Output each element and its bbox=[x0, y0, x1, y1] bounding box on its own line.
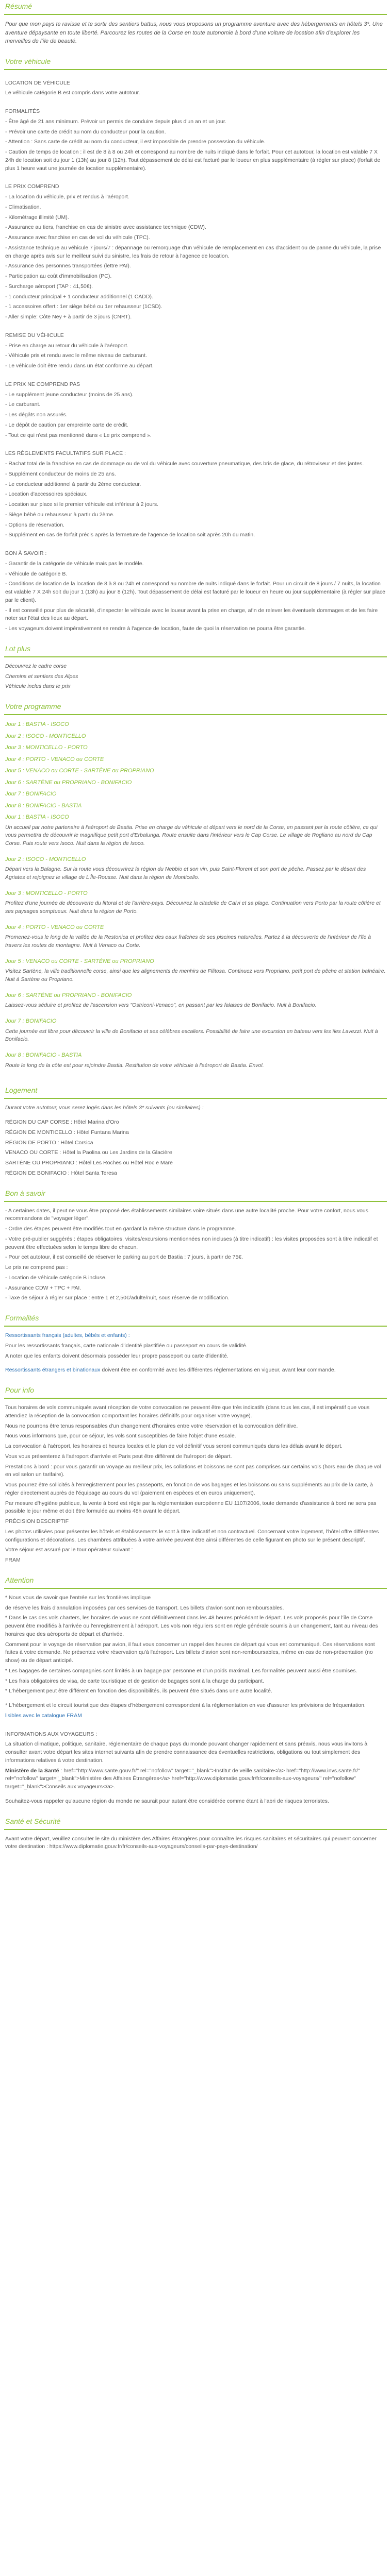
bon-savoir-item: - Assurance CDW + TPC + PAI. bbox=[5, 1284, 82, 1291]
hotel-item: SARTÈNE OU PROPRIANO : Hôtel Les Roches ou Hôtel Roc e Mare bbox=[5, 1160, 173, 1166]
day-item bbox=[5, 743, 386, 752]
day-text: Route le long de la côte est pour rejoindre Bastia. Restitution de votre véhicule à l'aéroport de Bastia. Envol. bbox=[5, 1062, 264, 1069]
day-item bbox=[5, 778, 386, 787]
day-text: Visitez Sartène, la ville traditionnelle corse, ainsi que les alignements de menhirs de Filitosa. Continuez vers Propriano, petit port de pêche et station balnéaire. Nuit à Sartène ou Propriano. bbox=[5, 968, 386, 982]
hotel-item: RÉGION DE PORTO : Hôtel Corsica bbox=[5, 1139, 93, 1146]
pour-info-section bbox=[0, 1399, 391, 1574]
return-item: - Prise en charge au retour du véhicule à l'aéroport. bbox=[5, 342, 128, 349]
price-exclude-item: - Le supplément jeune conducteur (moins de 25 ans). bbox=[5, 391, 134, 398]
price-include-item: - Kilométrage illimité (UM). bbox=[5, 214, 69, 221]
hotels-list bbox=[5, 1118, 386, 1178]
resume-section bbox=[0, 15, 391, 55]
bon-savoir-title: Bon à savoir bbox=[5, 1189, 45, 1197]
lot-plus-section bbox=[0, 657, 391, 700]
bon-savoir-item: - Pour cet autotour, il est conseillé de réserver le parking au port de Bastia : 7 jours, à partir de 75€. bbox=[5, 1254, 243, 1261]
lot-plus-item: Chemins et sentiers des Alpes bbox=[5, 673, 78, 680]
days-list bbox=[5, 720, 386, 1070]
lot-plus-title: Lot plus bbox=[5, 644, 31, 653]
price-include-item: - Assurance au tiers, franchise en cas de sinistre avec assistance technique (CDW). bbox=[5, 224, 206, 231]
good-to-know-item: - Il est conseillé pour plus de sécurité, d'inspecter le véhicule avec le loueur avant la prise en charge, afin de relever les éventuels dommages et de les faire noter sur l'état des lieux au départ. bbox=[5, 607, 378, 622]
spacer bbox=[5, 175, 386, 179]
day-item bbox=[5, 991, 386, 1010]
bon-savoir-item: - Ordre des étapes peuvent être modifiés tout en gardant la même structure dans le programme. bbox=[5, 1226, 236, 1232]
day-title: Jour 6 : SARTÈNE ou PROPRIANO - BONIFACIO bbox=[5, 779, 132, 786]
price-excludes-heading: LE PRIX NE COMPREND PAS bbox=[5, 381, 80, 387]
attention-paragraph: * L'hébergement peut être différent en fonction des disponibilités, ils peuvent être situés dans une autre localité. bbox=[5, 1688, 272, 1694]
attention-list bbox=[5, 1594, 386, 1696]
attention-paragraph: Comment pour le voyage de réservation par avion, il faut vous concerner un rappel des heures de départ qui vous est communiqué. Ces réservations sont faites à votre demande. Ne présentez votre réservation qu'à l'aéroport. Les billets d'avion sont non-remboursables, même en cas de non-présentation (no show) ou de départ anticipé. bbox=[5, 1641, 375, 1664]
hotel-item: RÉGION DU CAP CORSE : Hôtel Marina d'Oro bbox=[5, 1119, 119, 1125]
day-text: Cette journée est libre pour découvrir la ville de Bonifacio et ses célèbres escaliers. Possibilité de faire une excursion en bateau vers les îles Lavezzi. Nuit à Bonifacio. bbox=[5, 1028, 378, 1043]
attention-note: * L'hébergement et le circuit touristique des étapes d'hébergement correspondent à la réglementation en vue d'assurer les prévisions de fréquentation. bbox=[5, 1702, 366, 1708]
day-item bbox=[5, 755, 386, 764]
day-item bbox=[5, 1051, 386, 1070]
vehicle-title: Votre véhicule bbox=[5, 57, 51, 65]
hotel-item: RÉGION DE MONTICELLO : Hôtel Funtana Marina bbox=[5, 1129, 129, 1136]
day-item bbox=[5, 957, 386, 984]
day-title: Jour 7 : BONIFACIO bbox=[5, 1018, 57, 1024]
pour-info-paragraph: La convocation à l'aéroport, les horaires et heures locales et le plan de vol définitif vous seront communiqués dans les délais avant le départ. bbox=[5, 1443, 343, 1449]
day-item bbox=[5, 767, 386, 775]
supplement-item: - Supplément en cas de forfait précis après la fermeture de l'agence de location soit après 20h du matin. bbox=[5, 532, 255, 538]
bon-savoir-list bbox=[5, 1207, 386, 1303]
day-item bbox=[5, 855, 386, 882]
price-include-item: - Surcharge aéroport (TAP : 41,50€). bbox=[5, 283, 93, 290]
resume-title: Résumé bbox=[5, 2, 32, 10]
supplement-item: - Location sur place si le premier véhicule est inférieur à 2 jours. bbox=[5, 501, 159, 507]
pour-info-title: Pour info bbox=[5, 1386, 35, 1394]
price-exclude-item: - Tout ce qui n'est pas mentionné dans « Le prix comprend ». bbox=[5, 432, 152, 438]
spacer bbox=[5, 1698, 386, 1702]
pour-info-paragraph: Prestations à bord : pour vous garantir un voyage au meilleur prix, les collations et boissons ne sont pas comprises sur certains vols (hors eau de chaque vol en vol selon un tarifaire). bbox=[5, 1463, 381, 1478]
day-item bbox=[5, 732, 386, 741]
day-title: Jour 3 : MONTICELLO - PORTO bbox=[5, 744, 88, 751]
formality-item: - Attention : Sans carte de crédit au nom du conducteur, il est impossible de prendre possession du véhicule. bbox=[5, 139, 266, 145]
good-to-know-item: - Les voyageurs doivent impérativement se rendre à l'agence de location, faute de quoi la réservation ne pourra être garantie. bbox=[5, 625, 306, 632]
attention-title: Attention bbox=[5, 1575, 34, 1584]
attention-paragraph: * Les bagages de certaines compagnies sont limités à un bagage par personne et d'un poids maximal. Les formalités peuvent aussi être soumises. bbox=[5, 1667, 357, 1674]
formalites-title: Formalités bbox=[5, 1314, 39, 1322]
attention-paragraph: * Nous vous de savoir que l'entrée sur les frontières implique bbox=[5, 1594, 151, 1601]
day-title: Jour 5 : VENACO ou CORTE - SARTÈNE ou PROPRIANO bbox=[5, 958, 154, 964]
price-exclude-item: - Les dégâts non assurés. bbox=[5, 412, 68, 418]
day-title: Jour 2 : ISOCO - MONTICELLO bbox=[5, 733, 86, 739]
day-text: Profitez d'une journée de découverte du littoral et de l'arrière-pays. Découvrez la citadelle de Calvi et sa plage. Continuation vers Porto par la route côtière et ses paysages somptueux. Nuit dans la région de Porto. bbox=[5, 900, 381, 914]
bon-savoir-item: - A certaines dates, il peut ne vous être proposé des établissements similaires voire situés dans une autre localité proche. Pour votre confort, nous vous recommandons de "voyager léger". bbox=[5, 1207, 368, 1222]
day-title: Jour 7 : BONIFACIO bbox=[5, 791, 57, 797]
day-item bbox=[5, 790, 386, 799]
pour-info-paragraph: Par mesure d'hygiène publique, la vente à bord est régie par la réglementation européenne EU 1107/2006, toute demande d'assistance à bord ne sera pas possible le jour même et doit être formulée au moins 48h avant le départ. bbox=[5, 1500, 377, 1515]
price-include-item: - 1 conducteur principal + 1 conducteur additionnel (1 CADD). bbox=[5, 293, 153, 300]
programme-section bbox=[0, 715, 391, 1084]
supplement-item: - Supplément conducteur de moins de 25 ans. bbox=[5, 470, 116, 477]
day-title: Jour 5 : VENACO ou CORTE - SARTÈNE ou PROPRIANO bbox=[5, 768, 154, 774]
lot-plus-item: Véhicule inclus dans le prix bbox=[5, 683, 71, 690]
pour-info-paragraph: Vous vous présenterez à l'aéroport d'arrivée et Paris peut être différent de l'aéroport de départ. bbox=[5, 1453, 232, 1460]
formality-item: - Prévoir une carte de crédit au nom du conducteur pour la caution. bbox=[5, 128, 166, 135]
price-exclude-item: - Le dépôt de caution par empreinte carte de crédit. bbox=[5, 421, 128, 428]
day-title: Jour 8 : BONIFACIO - BASTIA bbox=[5, 802, 82, 809]
pour-info-paragraph: Votre séjour est assuré par le tour opérateur suivant : bbox=[5, 1547, 133, 1553]
pour-info-paragraph: PRÉCISION DESCRIPTIF bbox=[5, 1518, 69, 1524]
logement-title: Logement bbox=[5, 1086, 38, 1095]
catalogue-link[interactable]: lisibles avec le catalogue FRAM bbox=[5, 1712, 82, 1719]
good-to-know-item: - Véhicule de catégorie B. bbox=[5, 570, 68, 577]
price-includes-list bbox=[5, 193, 386, 321]
vehicle-category: Le véhicule catégorie B est compris dans votre autotour. bbox=[5, 90, 140, 96]
day-title: Jour 8 : BONIFACIO - BASTIA bbox=[5, 1052, 82, 1058]
french-nationals-text: Pour les ressortissants français, carte nationale d'identité plastifiée ou passeport en cours de validité. bbox=[5, 1342, 248, 1349]
pour-info-paragraph: Vous pourrez être sollicités à l'enregistrement pour les passeports, en fonction de vos bagages et les boissons ou sans suppléments au prix de la carte, à régler directement auprès de l'équipage au cours du vol (paiement en espèces et en euros uniquement). bbox=[5, 1482, 373, 1496]
info-voyageurs-text: La situation climatique, politique, sanitaire, réglementaire de chaque pays du monde pouvant changer rapidement et sans préavis, nous vous invitons à consulter avant votre départ les sites internet suivants afin de prendre connaissance des éventuelles restrictions, obligations ou tout simplement des informations relatives à votre destination. bbox=[5, 1741, 368, 1764]
info-voyageurs-heading: INFORMATIONS AUX VOYAGEURS : bbox=[5, 1731, 97, 1737]
logement-intro: Durant votre autotour, vous serez logés dans les hôtels 3* suivants (ou similaires) : bbox=[5, 1105, 204, 1111]
good-to-know-heading: BON À SAVOIR : bbox=[5, 550, 47, 556]
bon-savoir-item: - Taxe de séjour à régler sur place : entre 1 et 2,50€/adulte/nuit, sous réserve de modification. bbox=[5, 1295, 230, 1301]
day-title: Jour 6 : SARTÈNE ou PROPRIANO - BONIFACIO bbox=[5, 992, 132, 998]
spacer bbox=[5, 372, 386, 377]
supplements-heading: LES RÈGLEMENTS FACULTATIFS SUR PLACE : bbox=[5, 450, 126, 457]
day-title: Jour 1 : BASTIA - ISOCO bbox=[5, 814, 69, 820]
sante-text: Avant votre départ, veuillez consulter le site du ministère des Affaires étrangères pour connaître les risques sanitaires et sécuritaires qui peuvent concerner votre destination : https://www.diplomatie.gouv.fr/fr/conseils-aux-voyageurs/conseils-par-pays-destination/ bbox=[5, 1835, 377, 1850]
price-include-item: - Participation au coût d'immobilisation (PC). bbox=[5, 273, 112, 279]
attention-paragraph: de réserve les frais d'annulation imposées par ces services de transport. Les billets d'avion sont non remboursables. bbox=[5, 1604, 284, 1611]
day-item bbox=[5, 813, 386, 848]
day-title: Jour 4 : PORTO - VENACO ou CORTE bbox=[5, 756, 104, 762]
spacer bbox=[5, 442, 386, 446]
price-include-item: - Aller simple: Côte Ney + à partir de 3 jours (CNRT). bbox=[5, 314, 132, 320]
formality-item: - Être âgé de 21 ans minimum. Prévoir un permis de conduire depuis plus d'un an et un jour. bbox=[5, 118, 226, 125]
price-include-item: - Assistance technique au véhicule 7 jours/7 : dépannage ou remorquage d'un véhicule de remplacement en cas d'accident ou de panne du véhicule, la prise en charge après avis sur le meilleur suivi du sinistre, les frais de retour à l'agence de location. bbox=[5, 244, 381, 259]
formalites-section bbox=[0, 1327, 391, 1384]
children-note: A noter que les enfants doivent désormais posséder leur propre passeport ou carte d'identité. bbox=[5, 1352, 229, 1359]
formality-item: - Caution de temps de location : il est de 8 à 8 ou 24h et correspond au nombre de nuits indiqué dans le forfait. Pour cet autotour, la location est valable 7 X 24h de location soit du jour 1 (13h) au jour 8 (12h). Tout dépassement de délai est facturé par le loueur en plus supplémentaire (à régler sur place) (forfait de plus 1 heure vaut une journée de location supplémentaire). bbox=[5, 149, 381, 172]
price-include-item: - Climatisation. bbox=[5, 204, 41, 210]
vehicle-heading: LOCATION DE VÉHICULE bbox=[5, 79, 70, 86]
day-text: Un accueil par notre partenaire à l'aéroport de Bastia. Prise en charge du véhicule et départ vers le nord de la Corse, en passant par la route côtière, ce qui vous permettra de découvrir le magnifique petit port d'Erbalunga. Route ensuite dans l'intérieur vers le Cap Corse. Le village de Rogliano au nord du Cap Corse. Puis route vers Isoco. Nuit dans la région de Isoco. bbox=[5, 824, 378, 846]
day-title: Jour 3 : MONTICELLO - PORTO bbox=[5, 890, 88, 896]
day-title: Jour 4 : PORTO - VENACO ou CORTE bbox=[5, 924, 104, 930]
resume-text: Pour que mon pays te ravisse et te sortir des sentiers battus, nous vous proposons un programme aventure avec des hébergements en hôtels 3*. Une aventure dépaysante en toute liberté. Parcourez les routes de la Corse en toute autonomie à bord d'une voiture de location afin d'explorer les merveilles de l'île de beauté. bbox=[5, 21, 383, 44]
pour-info-paragraph: Tous horaires de vols communiqués avant réception de votre convocation ne peuvent être que très indicatifs (dans tous les cas, il est impératif que vous attendiez la réception de la convocation comportant les horaires définitifs pour organiser votre voyage). bbox=[5, 1404, 370, 1419]
vehicle-section bbox=[0, 70, 391, 642]
lot-plus-item: Découvrez le cadre corse bbox=[5, 663, 67, 669]
price-include-item: - 1 accessoires offert : 1er siège bébé ou 1er rehausseur (1CSD). bbox=[5, 303, 162, 310]
ministere-link[interactable]: Ministère de la Santé bbox=[5, 1767, 59, 1774]
day-text: Promenez-vous le long de la vallée de la Restonica et profitez des eaux fraîches de ses piscines naturelles. Partez à la découverte de l'intérieur de l'île à travers les routes de montagne. Nuit à Venaco ou Corte. bbox=[5, 934, 371, 948]
good-to-know-item: - Garantir de la catégorie de véhicule mais pas le modèle. bbox=[5, 560, 144, 567]
supplement-item: - Options de réservation. bbox=[5, 521, 64, 528]
bon-savoir-item: - Votre pré-publier suggérés : étapes obligatoires, visites/excursions mentionnées non incluses (à titre indicatif) : les visites proposées sont à titre indicatif et peuvent être effectuées selon le temps libre de chacun. bbox=[5, 1235, 378, 1250]
attention-paragraph: * Les frais obligatoires de visa, de carte touristique et de gestion de bagages sont à la charge du participant. bbox=[5, 1677, 264, 1684]
formalities-list bbox=[5, 118, 386, 173]
spacer bbox=[5, 1114, 386, 1118]
logement-section bbox=[0, 1099, 391, 1187]
spacer bbox=[5, 324, 386, 328]
supplement-item: - Le conducteur additionnel à partir du 2ème conducteur. bbox=[5, 481, 141, 487]
day-item bbox=[5, 802, 386, 810]
day-item bbox=[5, 720, 386, 729]
day-text: Départ vers la Balagne. Sur la route vous découvrirez la région du Nebbio et son vin, puis Saint-Florent et son port de pêche. Passez par le désert des Agriates et rejoignez le village de L'Île-Rousse. Nuit dans la région de Monticello. bbox=[5, 866, 366, 880]
foreign-nationals-link[interactable]: Ressortissants étrangers et binationaux bbox=[5, 1367, 101, 1374]
price-include-item: - La location du véhicule, prix et rendus à l'aéroport. bbox=[5, 194, 129, 200]
programme-title: Votre programme bbox=[5, 702, 61, 710]
supplement-item: - Siège bébé ou rehausseur à partir du 2ème. bbox=[5, 511, 115, 518]
spacer bbox=[5, 541, 386, 546]
attention-section bbox=[0, 1589, 391, 1815]
price-includes-heading: LE PRIX COMPREND bbox=[5, 183, 59, 190]
pour-info-paragraph: FRAM bbox=[5, 1557, 21, 1563]
supplements-list bbox=[5, 460, 386, 539]
return-item: - Le véhicule doit être rendu dans un état conforme au départ. bbox=[5, 363, 154, 369]
day-item bbox=[5, 923, 386, 950]
bon-savoir-item: - Location de véhicule catégorie B incluse. bbox=[5, 1274, 107, 1281]
pour-info-paragraph: Nous ne pourrons être tenus responsables d'un changement d'horaires entre votre réservation et la convocation définitive. bbox=[5, 1422, 298, 1429]
sante-title: Santé et Sécurité bbox=[5, 1817, 61, 1825]
price-excludes-list bbox=[5, 391, 386, 440]
good-to-know-item: - Conditions de location de la location de 8 à 8 ou 24h et correspond au nombre de nuits indiqué dans le forfait. Pour un circuit de 8 jours / 7 nuits, la location est valable 7 X 24h soit du jour 1 (13h) au jour 8 (12h). Tout dépassement de délai est facturé par le loueur en heure ou jour supplémentaire (à régler sur place par le client). bbox=[5, 581, 385, 603]
good-to-know-list bbox=[5, 560, 386, 633]
pour-info-paragraph: Nous vous informons que, pour ce séjour, les vols sont susceptibles de faire l'objet d'une escale. bbox=[5, 1433, 236, 1439]
ministere-text: : href="http://www.sante.gouv.fr/" rel="nofollow" target="_blank">Institut de veille sanitaire</a> href="http://www.invs.sante.fr/" rel="nofollow" target="_blank">Ministère des Affaires Étrangères</a> href="http://www.diplomatie.gouv.fr/fr/conseils-aux-voyageurs/" rel="nofollow" target="_blank">Conseils aux voyageurs</a>. bbox=[5, 1767, 360, 1790]
price-include-item: - Assurance des personnes transportées (lettre PAI). bbox=[5, 263, 131, 269]
price-exclude-item: - Le carburant. bbox=[5, 401, 41, 408]
foreign-nationals-text: doivent être en conformité avec les différentes réglementations en vigueur, avant leur commande. bbox=[100, 1367, 336, 1374]
day-item bbox=[5, 1017, 386, 1044]
spacer bbox=[5, 1793, 386, 1798]
spacer bbox=[5, 1722, 386, 1726]
day-item bbox=[5, 889, 386, 916]
return-list bbox=[5, 342, 386, 370]
return-item: - Véhicule pris et rendu avec le même niveau de carburant. bbox=[5, 352, 147, 359]
french-nationals-link[interactable]: Ressortissants français (adultes, bébés et enfants) : bbox=[5, 1332, 130, 1338]
day-title: Jour 2 : ISOCO - MONTICELLO bbox=[5, 856, 86, 862]
bon-savoir-section bbox=[0, 1202, 391, 1312]
sante-section bbox=[0, 1830, 391, 1861]
return-heading: REMISE DU VÉHICULE bbox=[5, 332, 64, 338]
hotel-item: RÉGION DE BONIFACIO : Hôtel Santa Teresa bbox=[5, 1170, 117, 1176]
attention-paragraph: * Dans le cas des vols charters, les horaires de vous ne sont définitivement dans les 48 heures précédant le départ. Les vols proposés pour l'île de Corse peuvent être modifiés à l'arrivée ou l'enregistrement à l'aéroport. Les vols non réguliers sont en règle générale soumis à un changement, tant au niveau des horaires que des aéroports de départ et d'arrivée. bbox=[5, 1615, 378, 1637]
spacer bbox=[5, 99, 386, 104]
lot-plus-list bbox=[5, 663, 386, 691]
day-text: Laissez-vous séduire et profitez de l'ascension vers "Ostriconi-Venaco", en passant par les falaises de Bonifacio. Nuit à Bonifacio. bbox=[5, 1002, 317, 1009]
pour-info-paragraph: Les photos utilisées pour présenter les hôtels et établissements le sont à titre indicatif et non contractuel. Concernant votre logement, l'hôtel offre différentes configurations et décorations. Les chambres attribuées à votre arrivée peuvent être ainsi différentes de celle figurant en photo sur le présent descriptif. bbox=[5, 1528, 379, 1543]
day-title: Jour 1 : BASTIA - ISOCO bbox=[5, 721, 69, 727]
hotel-item: VENACO OU CORTE : Hôtel la Paolina ou Les Jardins de la Glacière bbox=[5, 1149, 172, 1156]
pour-info-list bbox=[5, 1404, 386, 1565]
price-include-item: - Assurance avec franchise en cas de vol du véhicule (TPC). bbox=[5, 234, 150, 241]
spacer bbox=[5, 1362, 386, 1366]
bon-savoir-item: Le prix ne comprend pas : bbox=[5, 1264, 68, 1270]
supplement-item: - Rachat total de la franchise en cas de dommage ou de vol du véhicule avec couverture pneumatique, des bris de glace, du rétroviseur et des jantes. bbox=[5, 461, 364, 467]
attention-footer: Souhaitez-vous rappeler qu'aucune région du monde ne saurait pour autant être considérée comme étant à l'abri de risques terroristes. bbox=[5, 1798, 329, 1804]
supplement-item: - Location d'accessoires spéciaux. bbox=[5, 491, 88, 498]
formalities-heading: FORMALITÉS bbox=[5, 108, 40, 114]
